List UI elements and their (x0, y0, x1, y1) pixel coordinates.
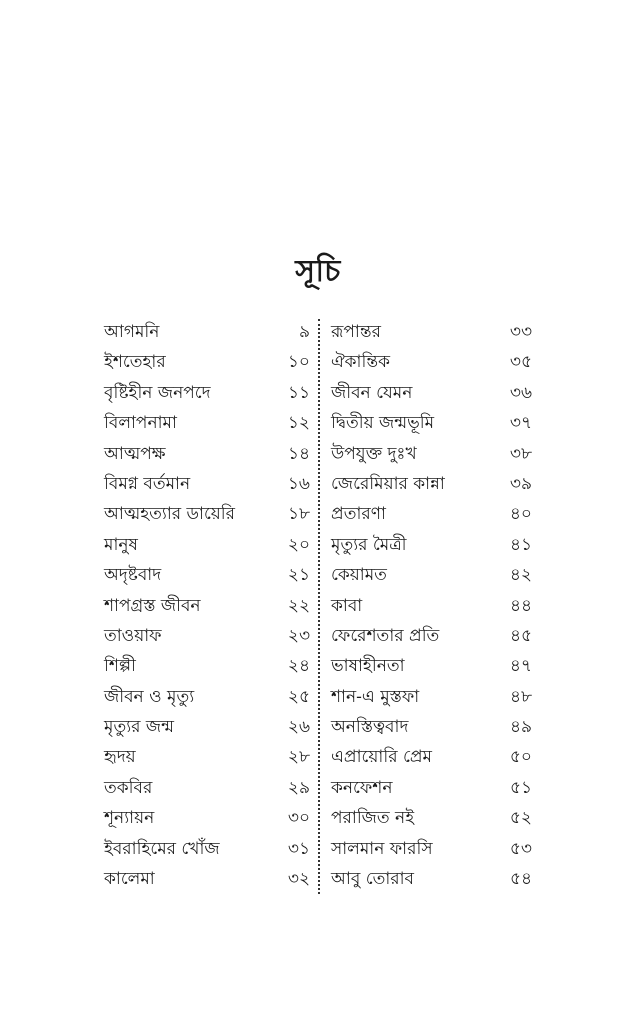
toc-entry-page-number: ৪১ (509, 534, 532, 555)
toc-entry (331, 651, 532, 681)
toc-entry-page-number: ৪৭ (509, 656, 532, 677)
toc-entry (331, 469, 532, 499)
toc-entry-title: আবু তোরাব (331, 869, 415, 890)
page-title: সূচি (295, 254, 341, 289)
toc-entry-page-number: ২০ (287, 534, 310, 555)
toc-entry (104, 864, 310, 894)
toc-entry-title: দ্বিতীয় জন্মভূমি (331, 413, 435, 434)
toc-entry-title: কাবা (331, 595, 363, 616)
toc-entry-title: শূন্যায়ন (104, 808, 155, 829)
toc-entry-title: শান-এ মুস্তফা (331, 686, 420, 707)
toc-entry-page-number: ৫৩ (509, 838, 532, 859)
toc-entry-page-number: ১৬ (287, 473, 310, 494)
toc-entry-page-number: ২৬ (287, 717, 310, 738)
toc-entry (331, 773, 532, 803)
toc-entry-title: আত্মপক্ষ (104, 443, 166, 464)
toc-entry-page-number: ৯ (298, 322, 310, 342)
toc-entry (104, 834, 310, 864)
toc-entry-title: কনফেশন (331, 777, 393, 798)
toc-entry-title: শিল্পী (104, 656, 136, 677)
toc-entry (104, 530, 310, 560)
toc-entry-title: কেয়ামত (331, 565, 387, 586)
toc-entry (104, 408, 310, 438)
toc-entry-title: বিলাপনামা (104, 413, 177, 434)
toc-entry-page-number: ২১ (287, 565, 310, 586)
toc-entry (104, 651, 310, 681)
toc-entry-page-number: ৫০ (509, 747, 532, 768)
toc-entry-title: মানুষ (104, 534, 138, 555)
table-of-contents (0, 317, 636, 897)
toc-entry-page-number: ৩১ (287, 838, 310, 859)
toc-entry (104, 803, 310, 833)
toc-entry-title: ফেরেশতার প্রতি (331, 625, 440, 646)
toc-entry (331, 378, 532, 408)
toc-entry-page-number: ৩৭ (509, 413, 532, 434)
toc-entry-title: আত্মহত্যার ডায়েরি (104, 504, 236, 525)
toc-entry (331, 408, 532, 438)
toc-entry (104, 499, 310, 529)
toc-entry-page-number: ৫৪ (509, 869, 532, 890)
dotted-column-divider (318, 319, 320, 894)
toc-entry-title: শাপগ্রস্ত জীবন (104, 595, 201, 616)
toc-entry-page-number: ১১ (287, 382, 310, 403)
toc-entry-page-number: ২৯ (287, 777, 310, 798)
toc-entry (331, 621, 532, 651)
toc-entry-page-number: ৪২ (509, 565, 532, 586)
toc-entry (331, 591, 532, 621)
toc-entry-title: উপযুক্ত দুঃখ (331, 443, 417, 464)
toc-entry (331, 560, 532, 590)
toc-entry (104, 317, 310, 347)
toc-entry (331, 347, 532, 377)
toc-entry (104, 682, 310, 712)
toc-entry-title: অনস্তিত্ববাদ (331, 717, 409, 738)
toc-entry-page-number: ৫১ (509, 777, 532, 798)
toc-entry-title: জীবন ও মৃত্যু (104, 686, 195, 707)
toc-entry-page-number: ৩৫ (509, 352, 532, 373)
toc-entry-page-number: ৩৮ (509, 443, 532, 464)
toc-entry-page-number: ২৮ (287, 747, 310, 768)
toc-entry (331, 834, 532, 864)
toc-entry-page-number: ৪৫ (509, 625, 532, 646)
toc-left-column (104, 317, 310, 894)
toc-entry (104, 347, 310, 377)
toc-entry (104, 560, 310, 590)
toc-entry-page-number: ৩২ (287, 869, 310, 890)
toc-entry-title: সালমান ফারসি (331, 838, 433, 859)
toc-entry-page-number: ১০ (287, 352, 310, 373)
toc-entry-title: কালেমা (104, 869, 155, 890)
toc-entry-title: আগমনি (104, 322, 160, 342)
toc-entry-title: হৃদয় (104, 747, 136, 768)
toc-entry-page-number: ৪৮ (509, 686, 532, 707)
toc-entry (331, 499, 532, 529)
toc-entry-title: তাওয়াফ (104, 625, 162, 646)
toc-entry (331, 864, 532, 894)
toc-entry (331, 439, 532, 469)
toc-entry-page-number: ৪৯ (509, 717, 532, 738)
toc-entry-title: মৃত্যুর মৈত্রী (331, 534, 407, 555)
toc-entry-page-number: ৩০ (287, 808, 310, 829)
toc-entry (331, 530, 532, 560)
toc-entry-title: ইবরাহিমের খোঁজ (104, 838, 220, 859)
toc-entry-page-number: ৩৩ (509, 322, 532, 342)
toc-entry-page-number: ৫২ (509, 808, 532, 829)
toc-entry-page-number: ৩৬ (509, 382, 532, 403)
toc-entry-title: এপ্রায়োরি প্রেম (331, 747, 432, 768)
toc-entry (104, 439, 310, 469)
toc-entry-title: বিমগ্ন বর্তমান (104, 473, 191, 494)
toc-entry-title: অদৃষ্টবাদ (104, 565, 162, 586)
toc-entry-page-number: ২৫ (287, 686, 310, 707)
toc-entry (104, 591, 310, 621)
toc-entry-page-number: ৪৪ (509, 595, 532, 616)
toc-entry (331, 712, 532, 742)
toc-right-column (331, 317, 532, 894)
toc-entry-page-number: ৪০ (509, 504, 532, 525)
toc-entry-page-number: ২৩ (287, 625, 310, 646)
toc-entry (331, 742, 532, 772)
toc-entry (104, 773, 310, 803)
toc-entry-title: রূপান্তর (331, 322, 381, 342)
toc-entry-title: ইশতেহার (104, 352, 166, 373)
toc-entry (104, 712, 310, 742)
toc-entry-title: প্রতারণা (331, 504, 386, 525)
toc-entry-title: বৃষ্টিহীন জনপদে (104, 382, 211, 403)
toc-entry-title: জীবন যেমন (331, 382, 413, 403)
toc-entry-page-number: ১২ (287, 413, 310, 434)
toc-entry-page-number: ১৮ (287, 504, 310, 525)
toc-entry (104, 378, 310, 408)
toc-entry-title: ভাষাহীনতা (331, 656, 405, 677)
toc-entry-page-number: ১৪ (287, 443, 310, 464)
toc-entry-title: পরাজিত নই (331, 808, 415, 829)
toc-entry (104, 742, 310, 772)
toc-entry-title: ঐকান্তিক (331, 352, 390, 373)
toc-entry-page-number: ৩৯ (509, 473, 532, 494)
toc-entry-page-number: ২৪ (287, 656, 310, 677)
toc-entry (104, 621, 310, 651)
toc-entry-title: তকবির (104, 777, 153, 798)
toc-entry-title: মৃত্যুর জন্ম (104, 717, 174, 738)
toc-entry (331, 682, 532, 712)
toc-entry (331, 803, 532, 833)
toc-entry-title: জেরেমিয়ার কান্না (331, 473, 445, 494)
toc-entry-page-number: ২২ (287, 595, 310, 616)
toc-entry (104, 469, 310, 499)
toc-entry (331, 317, 532, 347)
